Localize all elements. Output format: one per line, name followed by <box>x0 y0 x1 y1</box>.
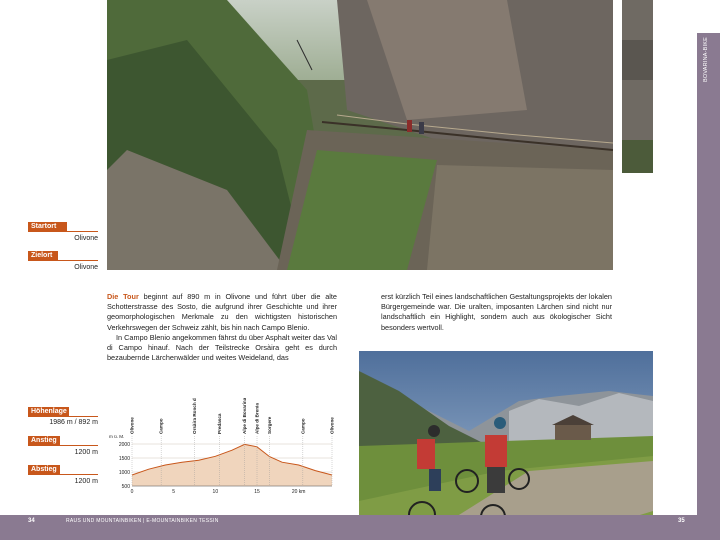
page-number-right: 35 <box>678 518 685 524</box>
x-tick-label: 10 <box>212 489 219 495</box>
paragraph-1-text: beginnt auf 890 m in Olivone und führt über die alte Schotterstrasse des Sosto, die aufgrund ihrer Geschichte und ihrer geomorphologischen Merkmale zu den wichtigsten historischen Verkehrswegen der Schweiz zählt, bis hin nach Campo Blenio. <box>107 292 337 332</box>
running-footer-title: RAUS UND MOUNTAINBIKEN | E-MOUNTAINBIKEN TESSIN <box>66 518 219 524</box>
x-tick-label: 15 <box>254 489 260 495</box>
info-rule <box>28 231 98 232</box>
place-label: Campo <box>300 418 306 434</box>
place-label: Predasca <box>217 413 222 434</box>
info-value: Olivone <box>74 235 98 242</box>
info-label: Anstieg <box>28 436 60 445</box>
info-value: 1986 m / 892 m <box>49 419 98 426</box>
info-rule <box>28 416 98 417</box>
mountain-bikers-photo <box>359 351 653 540</box>
info-value: 1200 m <box>74 478 98 485</box>
info-value: 1200 m <box>74 449 98 456</box>
body-column-right <box>381 292 612 333</box>
place-label: Alpe di Bovarina <box>242 398 247 434</box>
y-tick-label: 1000 <box>118 470 130 476</box>
body-column-left <box>107 292 337 363</box>
info-rule <box>28 474 98 475</box>
info-label: Abstieg <box>28 465 60 474</box>
paragraph-2: In Campo Blenio angekommen fährst du über Asphalt weiter das Val di Campo hinauf. Nach der Teilstrecke Orsàira geht es durch bezaubernde Lärchenwälder und weites Weideland, das <box>107 332 337 363</box>
y-tick-label: 2000 <box>118 442 130 448</box>
place-label: Sorgere <box>267 416 272 434</box>
y-tick-label: 500 <box>121 484 130 490</box>
info-label: Höhenlage <box>28 407 69 416</box>
elevation-profile-chart <box>107 398 339 498</box>
x-tick-label: 0 <box>130 489 134 495</box>
info-value: Olivone <box>74 264 98 271</box>
y-tick-label: 1500 <box>118 456 130 462</box>
page-number-left: 34 <box>28 518 35 524</box>
chapter-side-label <box>703 36 715 82</box>
place-label: Orsàira Ronch da Giuild <box>192 398 197 434</box>
side-tab-text: BOVARINA-BIKE <box>703 37 709 82</box>
x-tick-label: 20 km <box>291 489 306 495</box>
info-label: Zielort <box>28 251 58 260</box>
paragraph-1 <box>107 292 337 333</box>
place-label: Olivone <box>129 417 135 434</box>
rock-photo-strip <box>622 0 653 173</box>
place-label: Campo <box>158 418 164 434</box>
chapter-side-tab <box>697 33 720 515</box>
elevation-svg <box>107 398 339 498</box>
x-tick-label: 5 <box>172 489 176 495</box>
lead-in: Die Tour <box>107 292 139 301</box>
paragraph-3: erst kürzlich Teil eines landschaftlichen Gestaltungsprojekts der lokalen Bürgergemeinde war. Die uralten, imposanten Lärchen sind nicht nur landschaftlich ein Highlight, sondern auch aus ökologischer Sicht besonders wertvoll. <box>381 292 612 332</box>
y-axis-label: m ü. M. <box>109 434 125 439</box>
gorge-photo <box>107 0 613 270</box>
info-rule <box>28 445 98 446</box>
place-label: Alpe di Brenia <box>254 403 260 434</box>
place-label: Olivone <box>329 417 335 434</box>
info-rule <box>28 260 98 261</box>
info-label: Startort <box>28 222 67 231</box>
